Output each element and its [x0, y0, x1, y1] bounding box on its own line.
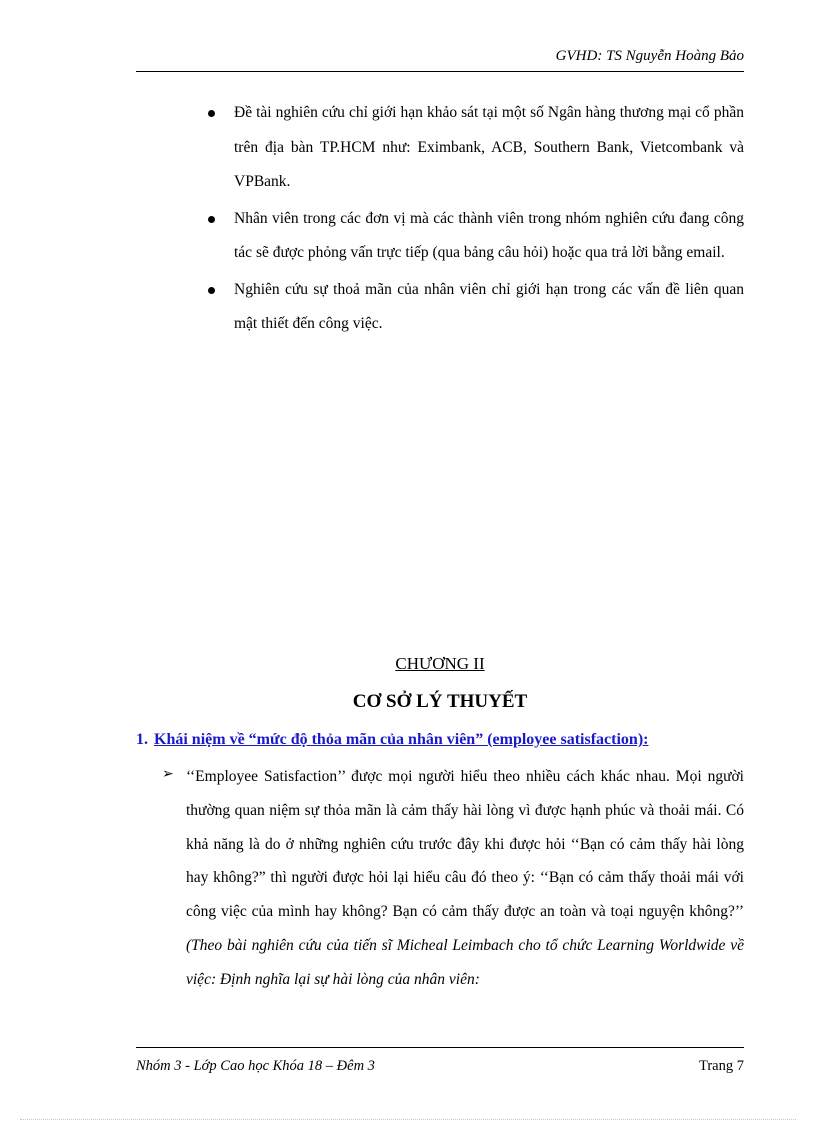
paragraph-body: [186, 760, 744, 997]
scope-bullet-list: [206, 96, 744, 342]
bullet-item: [206, 96, 744, 200]
bullet-item: [206, 273, 744, 342]
section-title: Khái niệm về “mức độ thỏa mãn của nhân viên” (employee satisfaction):: [154, 731, 649, 748]
section-number: 1.: [136, 731, 148, 748]
bullet-dot-icon: [208, 287, 215, 294]
bullet-dot-icon: [208, 216, 215, 223]
arrow-bullet-icon: ➢: [162, 766, 174, 782]
definition-paragraph: [162, 760, 744, 997]
page-edge-divider: [20, 1119, 796, 1120]
page-header: GVHD: TS Nguyễn Hoàng Bảo: [555, 48, 744, 64]
footer-group-label: Nhóm 3 - Lớp Cao học Khóa 18 – Đêm 3: [136, 1058, 375, 1074]
bullet-item: [206, 202, 744, 271]
bullet-dot-icon: [208, 110, 215, 117]
section-heading: [136, 731, 744, 749]
paragraph-citation: (Theo bài nghiên cứu của tiến sĩ Micheal Leimbach cho tổ chức Learning Worldwide về việc: Định nghĩa lại sự hài lòng của nhân viên:: [186, 936, 744, 988]
chapter-label: CHƯƠNG II: [395, 654, 485, 673]
page-number: Trang 7: [699, 1058, 744, 1074]
paragraph-text: ‘‘Employee Satisfaction’’ được mọi người hiểu theo nhiều cách khác nhau. Mọi người thường quan niệm sự thỏa mãn là cảm thấy hài lòng vì được hạnh phúc và thoải mái. Có khả năng là do ở những nghiên cứu trước đây khi được hỏi ‘‘Bạn có cảm thấy hài lòng hay không?” thì người được hỏi lại hiểu câu đó theo ý: ‘‘Bạn có cảm thấy thoải mái với công việc của mình hay không? Bạn có cảm thấy được an toàn và toại nguyện không?’’: [186, 768, 744, 921]
bullet-text: Nhân viên trong các đơn vị mà các thành viên trong nhóm nghiên cứu đang công tác sẽ được phỏng vấn trực tiếp (qua bảng câu hỏi) hoặc qua trả lời bằng email.: [234, 209, 744, 261]
header-divider: [136, 71, 744, 72]
bullet-text: Đề tài nghiên cứu chỉ giới hạn khảo sát tại một số Ngân hàng thương mại cổ phần trên địa bàn TP.HCM như: Eximbank, ACB, Southern Bank, Vietcombank và VPBank.: [234, 104, 744, 190]
footer-divider: [136, 1047, 744, 1048]
chapter-title: CƠ SỞ LÝ THUYẾT: [352, 691, 528, 712]
bullet-text: Nghiên cứu sự thoả mãn của nhân viên chỉ giới hạn trong các vấn đề liên quan mật thiết đến công việc.: [234, 280, 744, 332]
